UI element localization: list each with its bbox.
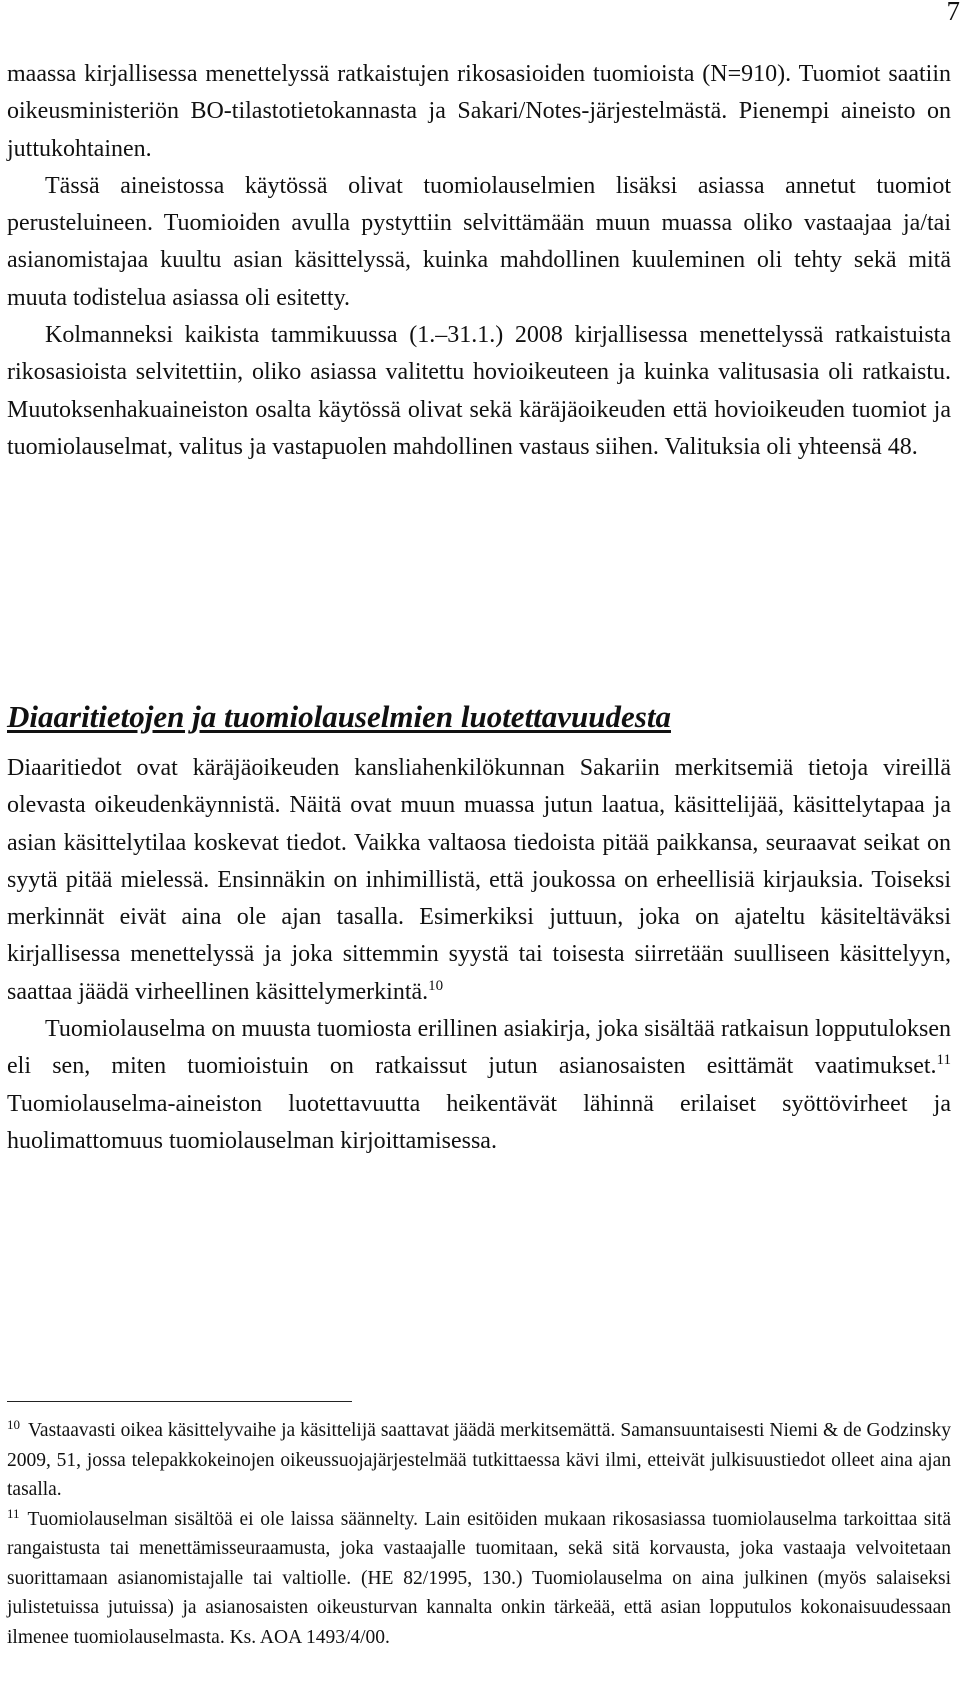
footnotes-block bbox=[7, 1416, 951, 1652]
footnote-11-number: 11 bbox=[7, 1505, 20, 1521]
footnote-10-number: 10 bbox=[7, 1417, 20, 1432]
section-paragraph-1 bbox=[7, 750, 951, 1011]
page-number: 7 bbox=[946, 0, 960, 26]
footnote-ref-11[interactable]: 11 bbox=[936, 1052, 951, 1069]
section-paragraph-2 bbox=[7, 1011, 951, 1160]
section-paragraph-2-text-before: Tuomiolauselma on muusta tuomiosta erillinen asiakirja, joka sisältää ratkaisun lopputuloksen eli sen, miten tuomioistuin on ratkaissut jutun asianosaisten esittämät vaatimukset. bbox=[7, 1016, 951, 1080]
intro-paragraph-1: maassa kirjallisessa menettelyssä ratkaistujen rikosasioiden tuomioista (N=910). Tuomiot saatiin oikeusministeriön BO-tilastotietokannasta ja Sakari/Notes-järjestelmästä. Pienempi aineisto on juttukohtainen. bbox=[7, 61, 951, 162]
footnote-11-text: Tuomiolauselman sisältöä ei ole laissa säännelty. Lain esitöiden mukaan rikosasiassa tuomiolauselma tarkoittaa sitä rangaistusta tai menettämisseuraamusta, joka vastaajalle tuomitaan, sekä sitä korvausta, joka vastaaja velvoitetaan suorittamaan asianomistajalle tai valtiolle. (HE 82/1995, 130.) Tuomiolauselma on aina julkinen (myös salaiseksi julistetuissa jutuissa) ja asianosaisten oikeusturvan kannalta onkin tärkeää, että asian lopputulos kokonaisuudessaan ilmenee tuomiolauselmasta. Ks. AOA 1493/4/00. bbox=[7, 1508, 951, 1648]
footnote-divider bbox=[7, 1401, 352, 1402]
intro-paragraph-2: Tässä aineistossa käytössä olivat tuomiolauselmien lisäksi asiassa annetut tuomiot perusteluineen. Tuomioiden avulla pystyttiin selvittämään muun muassa oliko vastaajaa ja/tai asianomistajaa kuultu asian käsittelyssä, kuinka mahdollinen kuuleminen oli tehty sekä mitä muuta todistelua asiassa oli esitetty. bbox=[7, 172, 951, 311]
intro-text-block bbox=[7, 56, 951, 466]
footnote-ref-10[interactable]: 10 bbox=[428, 977, 444, 994]
section-heading: Diaaritietojen ja tuomiolauselmien luotettavuudesta bbox=[7, 699, 671, 734]
intro-paragraph-3: Kolmanneksi kaikista tammikuussa (1.–31.1.) 2008 kirjallisessa menettelyssä ratkaistuista rikosasioista selvitettiin, oliko asiassa valitettu hovioikeuteen ja kuinka valitusasia oli ratkaistu. Muutoksenhakuaineiston osalta käytössä olivat sekä käräjäoikeuden että hovioikeuden tuomiot ja tuomiolauselmat, valitus ja vastapuolen mahdollinen vastaus siihen. Valituksia oli yhteensä 48. bbox=[7, 322, 951, 460]
section-paragraph-1-text: Diaaritiedot ovat käräjäoikeuden kansliahenkilökunnan Sakariin merkitsemiä tietoja vireillä olevasta oikeudenkäynnistä. Näitä ovat muun muassa jutun laatua, käsittelijää, käsittelytapaa ja asian käsittelytilaa koskevat tiedot. Vaikka valtaosa tiedoista pitää paikkansa, seuraavat seikat on syytä pitää mielessä. Ensinnäkin on inhimillistä, että joukossa on erheellisiä kirjauksia. Toiseksi merkinnät eivät aina ole ajan tasalla. Esimerkiksi juttuun, joka on ajateltu käsiteltäväksi kirjallisessa menettelyssä ja joka sittemmin syystä tai toisesta siirretään suulliseen käsittelyyn, saattaa jäädä virheellinen käsittelymerkintä. bbox=[7, 755, 951, 1005]
section-paragraph-2-text-after: Tuomiolauselma-aineiston luotettavuutta heikentävät lähinnä erilaiset syöttövirheet ja huolimattomuus tuomiolauselman kirjoittamisessa. bbox=[7, 1090, 951, 1154]
footnote-10-text: Vastaavasti oikea käsittelyvaihe ja käsittelijä saattavat jäädä merkitsemättä. Samansuuntaisesti Niemi & de Godzinsky 2009, 51, jossa telepakkokeinojen oikeussuojajärjestelmää tutkittaessa kävi ilmi, etteivät julkisuustiedot olleet aina ajan tasalla. bbox=[7, 1420, 951, 1500]
footnote-11 bbox=[7, 1505, 951, 1653]
footnote-10 bbox=[7, 1416, 951, 1505]
section-text-block bbox=[7, 750, 951, 1160]
